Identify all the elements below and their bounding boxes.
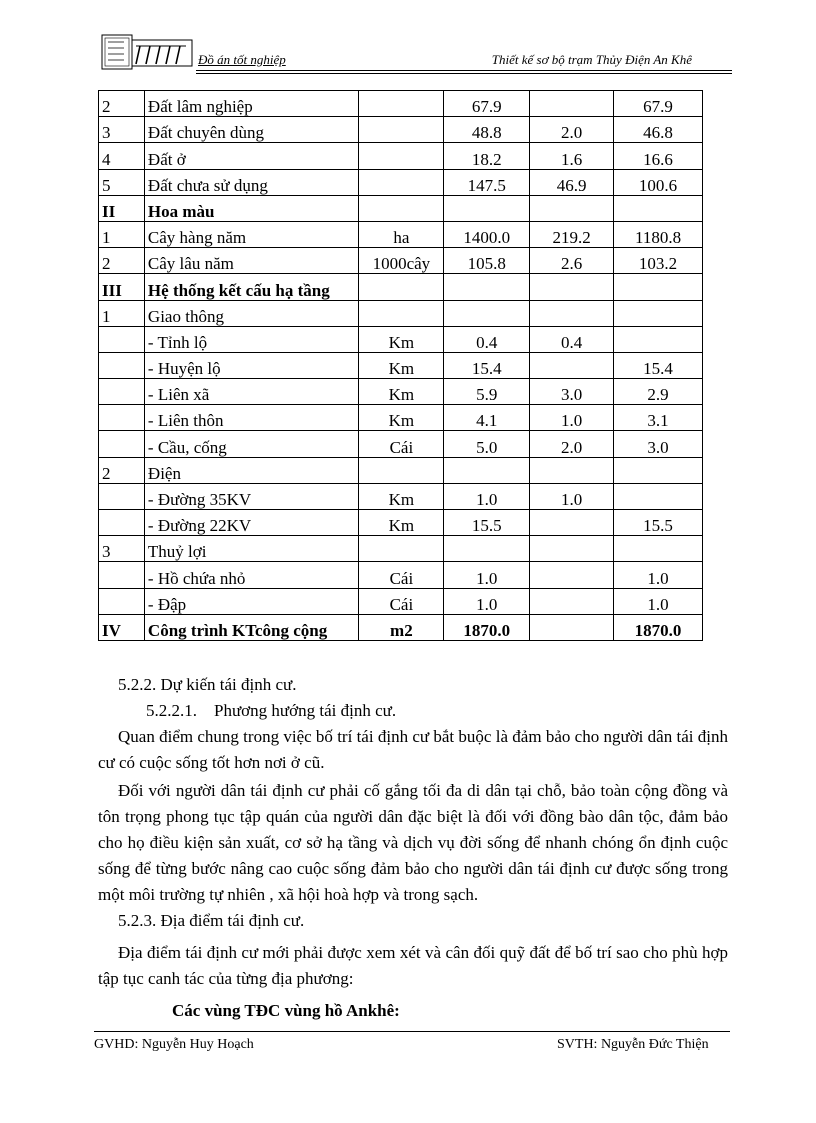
row-unit	[359, 300, 444, 326]
row-item-name: - Liên thôn	[144, 405, 358, 431]
row-value-remaining	[614, 536, 703, 562]
row-value-total	[444, 274, 530, 300]
row-item-name: Đất chuyên dùng	[144, 117, 358, 143]
row-value-total: 1.0	[444, 588, 530, 614]
row-value-remaining: 1180.8	[614, 221, 703, 247]
row-number: 3	[99, 117, 145, 143]
row-item-name: Thuỷ lợi	[144, 536, 358, 562]
row-value-remaining: 3.1	[614, 405, 703, 431]
row-value-remaining: 15.5	[614, 510, 703, 536]
header-rule	[196, 70, 732, 71]
row-item-name: Hệ thống kết cấu hạ tầng	[144, 274, 358, 300]
row-item-name: Điện	[144, 457, 358, 483]
table-row	[99, 457, 703, 483]
row-value-total: 15.4	[444, 352, 530, 378]
row-item-name: - Đường 22KV	[144, 510, 358, 536]
row-number	[99, 510, 145, 536]
row-number: 2	[99, 457, 145, 483]
row-value-affected	[530, 91, 614, 117]
row-unit: 1000cây	[359, 248, 444, 274]
row-value-remaining: 16.6	[614, 143, 703, 169]
row-unit	[359, 91, 444, 117]
row-item-name: - Hồ chứa nhỏ	[144, 562, 358, 588]
table-row	[99, 274, 703, 300]
row-value-affected: 1.0	[530, 405, 614, 431]
row-value-remaining: 15.4	[614, 352, 703, 378]
row-number	[99, 562, 145, 588]
row-value-remaining: 1.0	[614, 588, 703, 614]
data-table	[98, 90, 703, 641]
row-value-affected: 2.0	[530, 431, 614, 457]
header-left-title: Đồ án tốt nghiệp	[198, 52, 286, 67]
table-row	[99, 117, 703, 143]
row-unit: Km	[359, 483, 444, 509]
row-value-total: 1.0	[444, 483, 530, 509]
row-number	[99, 379, 145, 405]
row-value-affected	[530, 457, 614, 483]
row-item-name: - Đập	[144, 588, 358, 614]
row-value-total: 15.5	[444, 510, 530, 536]
row-item-name: - Cầu, cống	[144, 431, 358, 457]
page-header	[100, 32, 732, 74]
table-row	[99, 326, 703, 352]
row-value-remaining: 46.8	[614, 117, 703, 143]
row-value-total: 105.8	[444, 248, 530, 274]
footer-supervisor: GVHD: Nguyễn Huy Hoạch	[94, 1037, 254, 1052]
row-unit	[359, 536, 444, 562]
row-value-total	[444, 300, 530, 326]
row-value-remaining	[614, 326, 703, 352]
header-rule-thin	[196, 73, 732, 74]
row-unit: Km	[359, 352, 444, 378]
row-unit: Km	[359, 379, 444, 405]
row-unit: Cái	[359, 588, 444, 614]
table-row	[99, 483, 703, 509]
row-unit	[359, 169, 444, 195]
table-row	[99, 91, 703, 117]
row-number: III	[99, 274, 145, 300]
row-item-name: Cây lâu năm	[144, 248, 358, 274]
table-row	[99, 352, 703, 378]
row-unit	[359, 457, 444, 483]
table-row	[99, 562, 703, 588]
row-value-remaining	[614, 483, 703, 509]
row-value-remaining: 67.9	[614, 91, 703, 117]
row-number	[99, 405, 145, 431]
paragraph-3: Địa điểm tái định cư mới phải được xem xét và cân đối quỹ đất để bố trí sao cho phù hợp tập tục canh tác của từng địa phương:	[98, 943, 728, 988]
row-unit: Cái	[359, 431, 444, 457]
row-value-remaining: 2.9	[614, 379, 703, 405]
row-value-affected: 3.0	[530, 379, 614, 405]
row-item-name: - Tỉnh lộ	[144, 326, 358, 352]
row-number: 3	[99, 536, 145, 562]
row-unit: Km	[359, 510, 444, 536]
paragraph-1: Quan điểm chung trong việc bố trí tái định cư bắt buộc là đảm bảo cho người dân tái định cư có cuộc sống tốt hơn nơi ở cũ.	[98, 727, 728, 772]
table-row	[99, 221, 703, 247]
table-row	[99, 614, 703, 640]
row-number: 4	[99, 143, 145, 169]
row-value-total: 147.5	[444, 169, 530, 195]
row-unit: Km	[359, 405, 444, 431]
row-value-remaining: 3.0	[614, 431, 703, 457]
row-value-total	[444, 195, 530, 221]
row-unit	[359, 195, 444, 221]
row-number	[99, 588, 145, 614]
row-unit: Km	[359, 326, 444, 352]
row-item-name: Cây hàng năm	[144, 221, 358, 247]
row-value-remaining	[614, 300, 703, 326]
row-value-affected	[530, 274, 614, 300]
table-row	[99, 143, 703, 169]
row-unit: ha	[359, 221, 444, 247]
table-row	[99, 195, 703, 221]
row-item-name: Đất ở	[144, 143, 358, 169]
row-value-remaining: 100.6	[614, 169, 703, 195]
row-number: II	[99, 195, 145, 221]
row-value-affected: 2.0	[530, 117, 614, 143]
table-row	[99, 510, 703, 536]
row-value-affected: 1.0	[530, 483, 614, 509]
row-value-affected	[530, 510, 614, 536]
row-item-name: Đất chưa sử dụng	[144, 169, 358, 195]
row-value-affected	[530, 300, 614, 326]
row-number	[99, 352, 145, 378]
row-unit	[359, 274, 444, 300]
row-value-affected	[530, 562, 614, 588]
row-value-affected: 46.9	[530, 169, 614, 195]
row-item-name: - Huyện lộ	[144, 352, 358, 378]
row-unit	[359, 143, 444, 169]
row-value-affected	[530, 614, 614, 640]
row-value-remaining: 1.0	[614, 562, 703, 588]
university-logo-icon	[100, 32, 196, 72]
row-value-affected: 0.4	[530, 326, 614, 352]
row-value-total	[444, 457, 530, 483]
row-value-affected	[530, 536, 614, 562]
row-value-total: 0.4	[444, 326, 530, 352]
footer-rule	[94, 1031, 730, 1032]
row-unit: Cái	[359, 562, 444, 588]
row-value-affected: 2.6	[530, 248, 614, 274]
row-value-total: 5.9	[444, 379, 530, 405]
table-row	[99, 248, 703, 274]
row-number: 1	[99, 221, 145, 247]
row-item-name: Giao thông	[144, 300, 358, 326]
row-number	[99, 431, 145, 457]
row-number: 2	[99, 91, 145, 117]
row-value-remaining: 103.2	[614, 248, 703, 274]
footer-student: SVTH: Nguyễn Đức Thiện	[557, 1037, 709, 1052]
row-value-affected: 1.6	[530, 143, 614, 169]
table-row	[99, 431, 703, 457]
row-item-name: Hoa màu	[144, 195, 358, 221]
row-value-total: 48.8	[444, 117, 530, 143]
header-right-title: Thiết kế sơ bộ trạm Thủy Điện An Khê	[491, 52, 692, 67]
row-value-total	[444, 536, 530, 562]
resettlement-areas-heading: Các vùng TĐC vùng hồ Ankhê:	[172, 1001, 400, 1020]
row-value-remaining: 1870.0	[614, 614, 703, 640]
row-value-remaining	[614, 457, 703, 483]
subsection-heading-5221: 5.2.2.1. Phương hướng tái định cư.	[146, 701, 397, 720]
section-heading-522: 5.2.2. Dự kiến tái định cư.	[118, 675, 297, 694]
row-value-total: 5.0	[444, 431, 530, 457]
row-value-total: 67.9	[444, 91, 530, 117]
table-row	[99, 588, 703, 614]
row-value-remaining	[614, 274, 703, 300]
row-value-total: 4.1	[444, 405, 530, 431]
row-item-name: Công trình KTcông cộng	[144, 614, 358, 640]
table-row	[99, 169, 703, 195]
row-number: 1	[99, 300, 145, 326]
table-row	[99, 300, 703, 326]
row-value-affected	[530, 352, 614, 378]
row-number: IV	[99, 614, 145, 640]
paragraph-2: Đối với người dân tái định cư phải cố gắng tối đa di dân tại chỗ, bảo toàn cộng đồng và tôn trọng phong tục tập quán của người dân đặc biệt là đối với đồng bào dân tộc, đảm bảo cho họ điều kiện sản xuất, cơ sở hạ tầng và dịch vụ đời sống để nhanh chóng ổn định cuộc sống để từng bước nâng cao cuộc sống đảm bảo cho người dân tái định cư được sống trong một môi trường tự nhiên , xã hội hoà hợp và trong sạch.	[98, 781, 728, 904]
row-value-remaining	[614, 195, 703, 221]
row-value-total: 1400.0	[444, 221, 530, 247]
row-item-name: Đất lâm nghiệp	[144, 91, 358, 117]
row-item-name: - Liên xã	[144, 379, 358, 405]
table-row	[99, 536, 703, 562]
row-value-affected	[530, 195, 614, 221]
row-number: 2	[99, 248, 145, 274]
row-value-total: 1.0	[444, 562, 530, 588]
row-item-name: - Đường 35KV	[144, 483, 358, 509]
row-unit: m2	[359, 614, 444, 640]
row-value-total: 18.2	[444, 143, 530, 169]
row-value-total: 1870.0	[444, 614, 530, 640]
row-value-affected	[530, 588, 614, 614]
row-number	[99, 483, 145, 509]
section-heading-523: 5.2.3. Địa điểm tái định cư.	[118, 911, 305, 930]
row-number	[99, 326, 145, 352]
row-unit	[359, 117, 444, 143]
table-row	[99, 379, 703, 405]
row-value-affected: 219.2	[530, 221, 614, 247]
row-number: 5	[99, 169, 145, 195]
table-row	[99, 405, 703, 431]
